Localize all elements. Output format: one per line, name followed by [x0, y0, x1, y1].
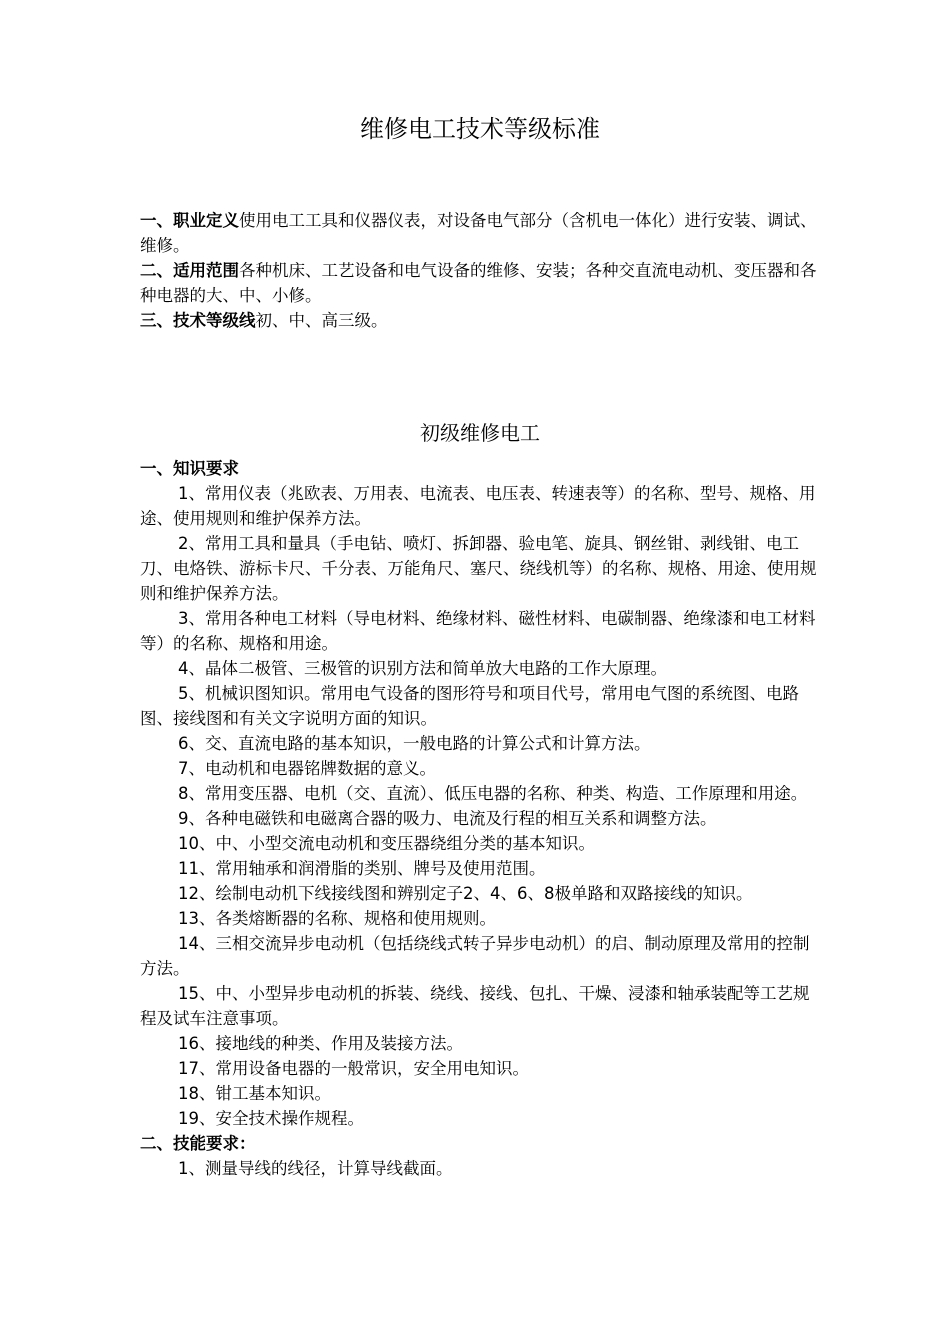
intro-label: 二、适用范围	[140, 261, 239, 280]
knowledge-item: 6、交、直流电路的基本知识，一般电路的计算公式和计算方法。	[178, 734, 651, 753]
knowledge-item: 13、各类熔断器的名称、规格和使用规则。	[178, 909, 496, 928]
knowledge-item: 5、机械识图知识。常用电气设备的图形符号和项目代号，常用电气图的系统图、电路图、接线图和有关文字说明方面的知识。	[140, 684, 799, 728]
knowledge-item: 4、晶体二极管、三极管的识别方法和简单放大电路的工作大原理。	[178, 659, 667, 678]
knowledge-item: 12、绘制电动机下线接线图和辨别定子2、4、6、8极单路和双路接线的知识。	[178, 884, 753, 903]
skills-heading: 二、技能要求：	[140, 1134, 256, 1153]
skills-item: 1、测量导线的线径，计算导线截面。	[178, 1159, 453, 1178]
intro-label: 三、技术等级线	[140, 311, 256, 330]
intro-section	[140, 208, 820, 333]
intro-definition	[140, 208, 820, 258]
knowledge-item: 2、常用工具和量具（手电钻、喷灯、拆卸器、验电笔、旋具、钢丝钳、剥线钳、电工刀、电烙铁、游标卡尺、千分表、万能角尺、塞尺、绕线机等）的名称、规格、用途、使用规则和维护保养方法。	[140, 534, 817, 603]
document-title: 维修电工技术等级标准	[360, 115, 600, 143]
knowledge-item: 9、各种电磁铁和电磁离合器的吸力、电流及行程的相互关系和调整方法。	[178, 809, 717, 828]
knowledge-item: 18、钳工基本知识。	[178, 1084, 331, 1103]
knowledge-item: 16、接地线的种类、作用及装接方法。	[178, 1034, 463, 1053]
section-title: 初级维修电工	[420, 421, 540, 445]
intro-text: 初、中、高三级。	[255, 311, 388, 330]
knowledge-item: 14、三相交流异步电动机（包括绕线式转子异步电动机）的启、制动原理及常用的控制方法。	[140, 934, 810, 978]
knowledge-item: 1、常用仪表（兆欧表、万用表、电流表、电压表、转速表等）的名称、型号、规格、用途、使用规则和维护保养方法。	[140, 484, 816, 528]
requirements-section	[140, 456, 820, 1181]
knowledge-item: 15、中、小型异步电动机的拆装、绕线、接线、包扎、干燥、浸漆和轴承装配等工艺规程及试车注意事项。	[140, 984, 810, 1028]
intro-text: 使用电工工具和仪器仪表，对设备电气部分（含机电一体化）进行安装、调试、维修。	[140, 211, 817, 255]
knowledge-item: 7、电动机和电器铭牌数据的意义。	[178, 759, 436, 778]
intro-label: 一、职业定义	[140, 211, 239, 230]
knowledge-heading: 一、知识要求	[140, 459, 239, 478]
intro-text: 各种机床、工艺设备和电气设备的维修、安装；各种交直流电动机、变压器和各种电器的大、中、小修。	[140, 261, 817, 305]
knowledge-item: 19、安全技术操作规程。	[178, 1109, 364, 1128]
knowledge-item: 11、常用轴承和润滑脂的类别、牌号及使用范围。	[178, 859, 546, 878]
intro-scope	[140, 258, 820, 308]
knowledge-item: 3、常用各种电工材料（导电材料、绝缘材料、磁性材料、电碳制器、绝缘漆和电工材料等）的名称、规格和用途。	[140, 609, 816, 653]
knowledge-item: 8、常用变压器、电机（交、直流）、低压电器的名称、种类、构造、工作原理和用途。	[178, 784, 808, 803]
knowledge-item: 17、常用设备电器的一般常识，安全用电知识。	[178, 1059, 529, 1078]
intro-levels	[140, 308, 820, 333]
knowledge-item: 10、中、小型交流电动机和变压器绕组分类的基本知识。	[178, 834, 595, 853]
